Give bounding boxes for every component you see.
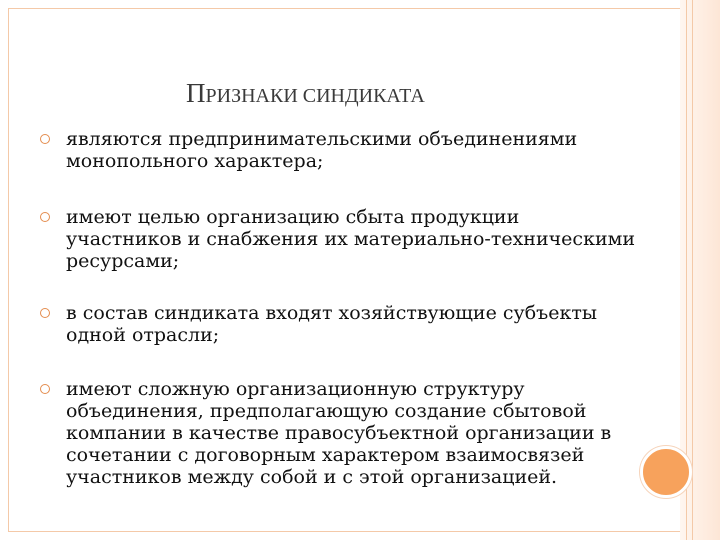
decorative-band-line xyxy=(692,0,693,540)
decorative-orange-circle xyxy=(640,446,692,498)
list-item xyxy=(40,128,640,172)
slide-title xyxy=(186,78,425,109)
bullet-circle-icon xyxy=(40,308,50,318)
list-item xyxy=(40,378,640,488)
bullet-circle-icon xyxy=(40,134,50,144)
bullet-circle-icon xyxy=(40,384,50,394)
title-initial: П xyxy=(186,78,206,108)
list-item xyxy=(40,206,640,272)
bullet-circle-icon xyxy=(40,212,50,222)
bullet-text: имеют сложную организационную структуру объединения, предполагающую создание сбытовой компании в качестве правосубъектной организации в сочетании с договорным характером взаимосвязей участников между собой и с этой организацией. xyxy=(66,378,612,488)
bullet-text: в состав синдиката входят хозяйствующие субъекты одной отрасли; xyxy=(66,302,597,346)
bullet-text: имеют целью организацию сбыта продукции участников и снабжения их материально-техническими ресурсами; xyxy=(66,206,636,272)
bullet-text: являются предпринимательскими объединениями монопольного характера; xyxy=(66,128,578,172)
list-item xyxy=(40,302,640,346)
title-rest: РИЗНАКИ СИНДИКАТА xyxy=(205,85,425,107)
